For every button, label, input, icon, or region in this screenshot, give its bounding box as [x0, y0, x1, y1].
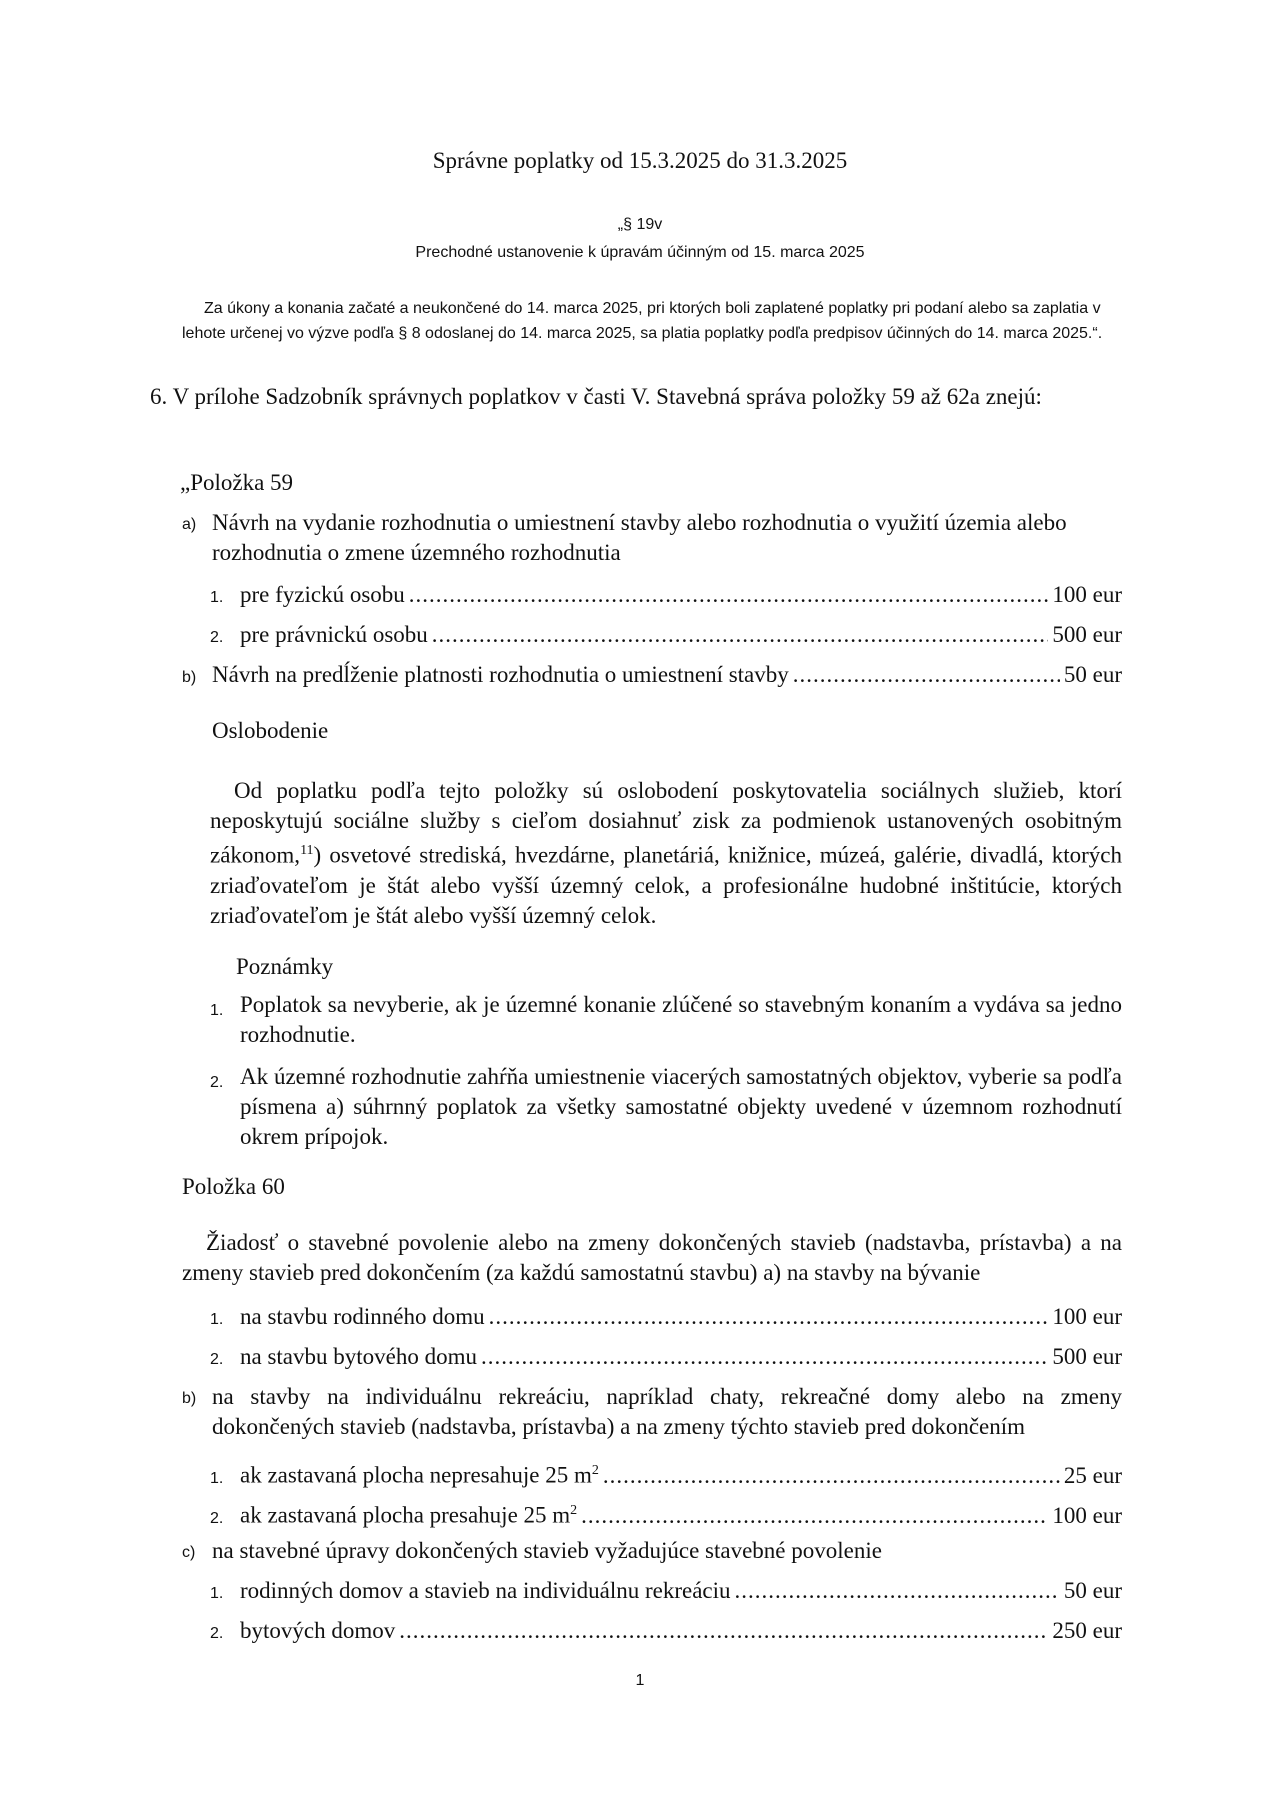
- note-1: [210, 990, 1122, 1050]
- item-60-b-2-row: [210, 1496, 1122, 1534]
- item-60-b-1-row: [210, 1456, 1122, 1494]
- item-60-c-text: na stavebné úpravy dokončených stavieb vyžadujúce stavebné povolenie: [212, 1538, 882, 1563]
- item-59-heading: „Položka 59: [180, 470, 294, 495]
- fee-label: na stavbu rodinného domu: [240, 1304, 485, 1329]
- leader-dots: [481, 1342, 1048, 1372]
- leader-dots: [603, 1461, 1060, 1491]
- item-marker: 1.: [210, 1469, 224, 1487]
- fee-value: 25 eur: [1063, 1462, 1122, 1488]
- fee-label: na stavbu bytového domu: [240, 1344, 477, 1369]
- exemption-heading: Oslobodenie: [212, 718, 329, 743]
- note-text: Ak územné rozhodnutie zahŕňa umiestnenie viacerých samostatných objektov, vyberie sa podľa písmena a) súhrnný poplatok za všetky samostatné objekty uvedené v územnom rozhodnutí okrem prípojok.: [240, 1064, 1122, 1149]
- item-60-b-text: na stavby na individuálnu rekreáciu, napríklad chaty, rekreačné domy alebo na zmeny dokončených stavieb (nadstavba, prístavba) a na zmeny týchto stavieb pred dokončením: [212, 1384, 1122, 1439]
- notes-heading: Poznámky: [236, 954, 334, 979]
- fee-label: Návrh na predĺženie platnosti rozhodnutia o umiestnení stavby: [212, 662, 789, 687]
- item-60-c-marker: c): [182, 1544, 196, 1561]
- leader-dots: [409, 580, 1049, 610]
- fee-value: 100 eur: [1052, 1502, 1122, 1528]
- item-60-b-marker: b): [182, 1390, 197, 1407]
- note-marker: 2.: [210, 1074, 224, 1091]
- fee-value: 500 eur: [1052, 622, 1122, 647]
- fee-value: 100 eur: [1052, 1304, 1122, 1329]
- item-marker: 1.: [210, 1585, 224, 1602]
- document-title: Správne poplatky od 15.3.2025 do 31.3.2025: [432, 148, 848, 173]
- item-60-heading: Položka 60: [182, 1174, 285, 1199]
- leader-dots: [581, 1501, 1048, 1531]
- superscript: 2: [570, 1503, 578, 1518]
- fee-label: bytových domov: [240, 1618, 396, 1643]
- exemption-text-part-2: ) osvetové strediská, hvezdárne, planetáriá, knižnice, múzeá, galérie, divadlá, ktorých zriaďovateľom je štát alebo vyšší územný celok, a profesionálne hudobné inštitúcie, ktorých zriaďovateľom je štát alebo vyšší územný celok.: [210, 842, 1122, 928]
- leader-dots: [432, 620, 1049, 650]
- item-59-b-row: [182, 660, 1122, 693]
- item-59-a-1-row: [210, 580, 1122, 613]
- item-marker: 2.: [210, 629, 224, 646]
- item-60-c-1-row: [210, 1576, 1122, 1609]
- fee-value: 100 eur: [1052, 582, 1122, 607]
- fee-value: 50 eur: [1063, 1578, 1122, 1603]
- exemption-paragraph: [210, 776, 1122, 931]
- fee-label: pre právnickú osobu: [240, 622, 428, 647]
- leader-dots: [735, 1576, 1060, 1606]
- note-marker: 1.: [210, 1002, 224, 1019]
- fee-label-text: ak zastavaná plocha nepresahuje 25 m: [240, 1462, 592, 1488]
- fee-value: 250 eur: [1052, 1618, 1122, 1643]
- leader-dots: [399, 1616, 1048, 1646]
- exemption-text-part-1: Od poplatku podľa tejto položky sú oslobodení poskytovatelia sociálnych služieb, ktorí neposkytujú sociálne služby s cieľom dosiahnuť zisk za podmienok ustanovených osobitným zákonom,: [210, 778, 1122, 868]
- leader-dots: [489, 1302, 1049, 1332]
- item-marker: 2.: [210, 1351, 224, 1368]
- fee-label: pre fyzickú osobu: [240, 582, 405, 607]
- item-marker: b): [182, 669, 197, 686]
- amendment-point-6: 6. V prílohe Sadzobník správnych poplatkov v časti V. Stavebná správa položky 59 až 62a znejú:: [150, 384, 1042, 409]
- item-59-a-marker: a): [182, 516, 197, 533]
- section-subheading: Prechodné ustanovenie k úpravám účinným od 15. marca 2025: [415, 244, 865, 261]
- fee-label: rodinných domov a stavieb na individuálnu rekreáciu: [240, 1578, 731, 1603]
- item-marker: 1.: [210, 1311, 224, 1328]
- item-59-a-text: Návrh na vydanie rozhodnutia o umiestnení stavby alebo rozhodnutia o využití územia alebo rozhodnutia o zmene územného rozhodnutia: [212, 510, 1067, 565]
- item-marker: 2.: [210, 1625, 224, 1642]
- fee-label-text: ak zastavaná plocha presahuje 25 m: [240, 1502, 571, 1528]
- item-60-intro: Žiadosť o stavebné povolenie alebo na zmeny dokončených stavieb (nadstavba, prístavba) a na zmeny stavieb pred dokončením (za každú samostatnú stavbu) a) na stavby na bývanie: [182, 1230, 1122, 1285]
- fee-value: 500 eur: [1052, 1344, 1122, 1369]
- section-paragraph: Za úkony a konania začaté a neukončené do 14. marca 2025, pri ktorých boli zaplatené poplatky pri podaní alebo sa zaplatia v lehote určenej vo výzve podľa § 8 odoslanej do 14. marca 2025, sa platia poplatky podľa predpisov účinných do 14. marca 2025.“.: [182, 300, 1103, 342]
- page-number: 1: [635, 1672, 645, 1689]
- fee-label: [240, 1496, 577, 1531]
- item-60-a-2-row: [210, 1342, 1122, 1375]
- item-59-a-2-row: [210, 620, 1122, 653]
- superscript: 2: [591, 1463, 599, 1478]
- item-marker: 1.: [210, 589, 224, 606]
- item-60-a-1-row: [210, 1302, 1122, 1335]
- fee-label: [240, 1456, 599, 1491]
- fee-value: 50 eur: [1063, 662, 1122, 687]
- note-2: [210, 1062, 1122, 1152]
- item-60-c-2-row: [210, 1616, 1122, 1649]
- note-text: Poplatok sa nevyberie, ak je územné konanie zlúčené so stavebným konaním a vydáva sa jedno rozhodnutie.: [240, 992, 1122, 1047]
- section-heading: „§ 19v: [617, 216, 663, 233]
- item-marker: 2.: [210, 1509, 224, 1527]
- leader-dots: [793, 660, 1060, 690]
- footnote-ref: 11: [300, 843, 314, 858]
